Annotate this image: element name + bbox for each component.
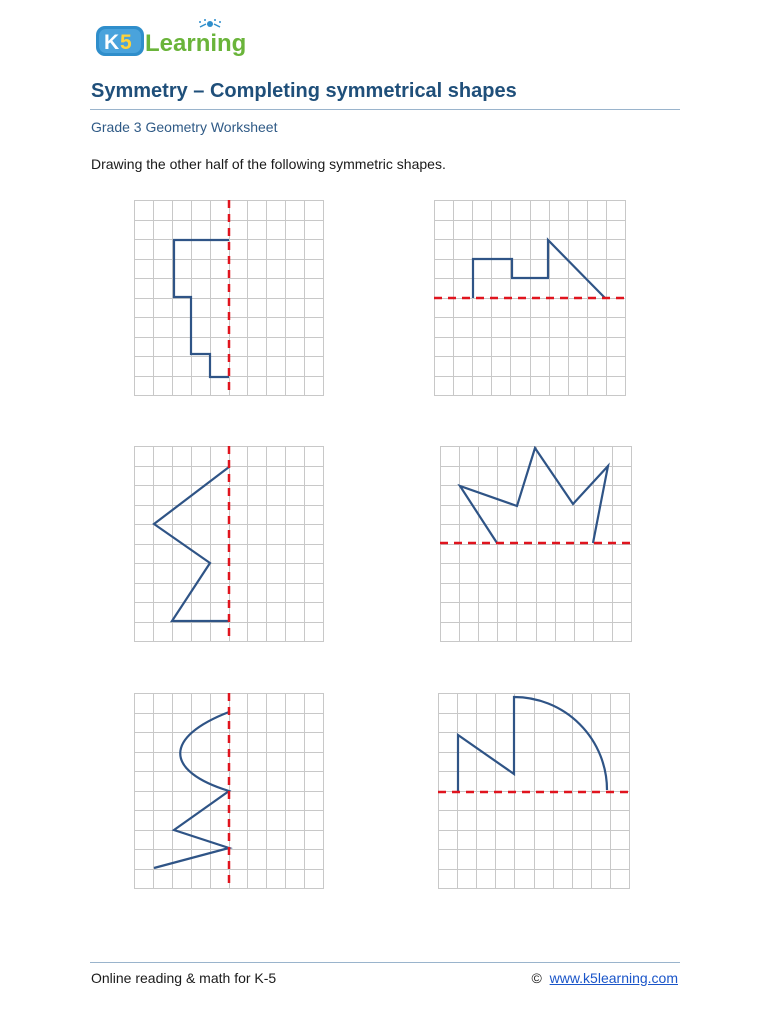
k5learning-link[interactable]: www.k5learning.com — [549, 970, 678, 986]
exercise-3-grid[interactable] — [134, 446, 324, 642]
svg-text:K: K — [104, 31, 120, 54]
svg-text:5: 5 — [120, 31, 132, 54]
exercise-2-grid[interactable] — [434, 200, 626, 396]
exercise-5-grid[interactable] — [134, 693, 324, 889]
exercise-2-shape — [473, 240, 605, 298]
exercise-6-grid[interactable] — [438, 693, 630, 889]
worksheet-title: Symmetry – Completing symmetrical shapes — [91, 80, 517, 102]
worksheet-subtitle: Grade 3 Geometry Worksheet — [91, 119, 278, 135]
footer-tagline: Online reading & math for K-5 — [91, 970, 277, 986]
exercise-4-grid[interactable] — [440, 446, 632, 642]
instructions: Drawing the other half of the following symmetric shapes. — [91, 156, 446, 172]
exercise-6-shape — [458, 697, 607, 792]
svg-text:Learning: Learning — [145, 30, 247, 57]
exercise-1-grid[interactable] — [134, 200, 324, 396]
title-divider — [90, 109, 680, 110]
copyright-symbol: © — [531, 970, 542, 986]
k5-learning-logo — [92, 18, 267, 62]
exercise-4-shape — [460, 448, 608, 543]
footer-divider — [90, 962, 680, 963]
footer-copyright — [532, 970, 679, 986]
